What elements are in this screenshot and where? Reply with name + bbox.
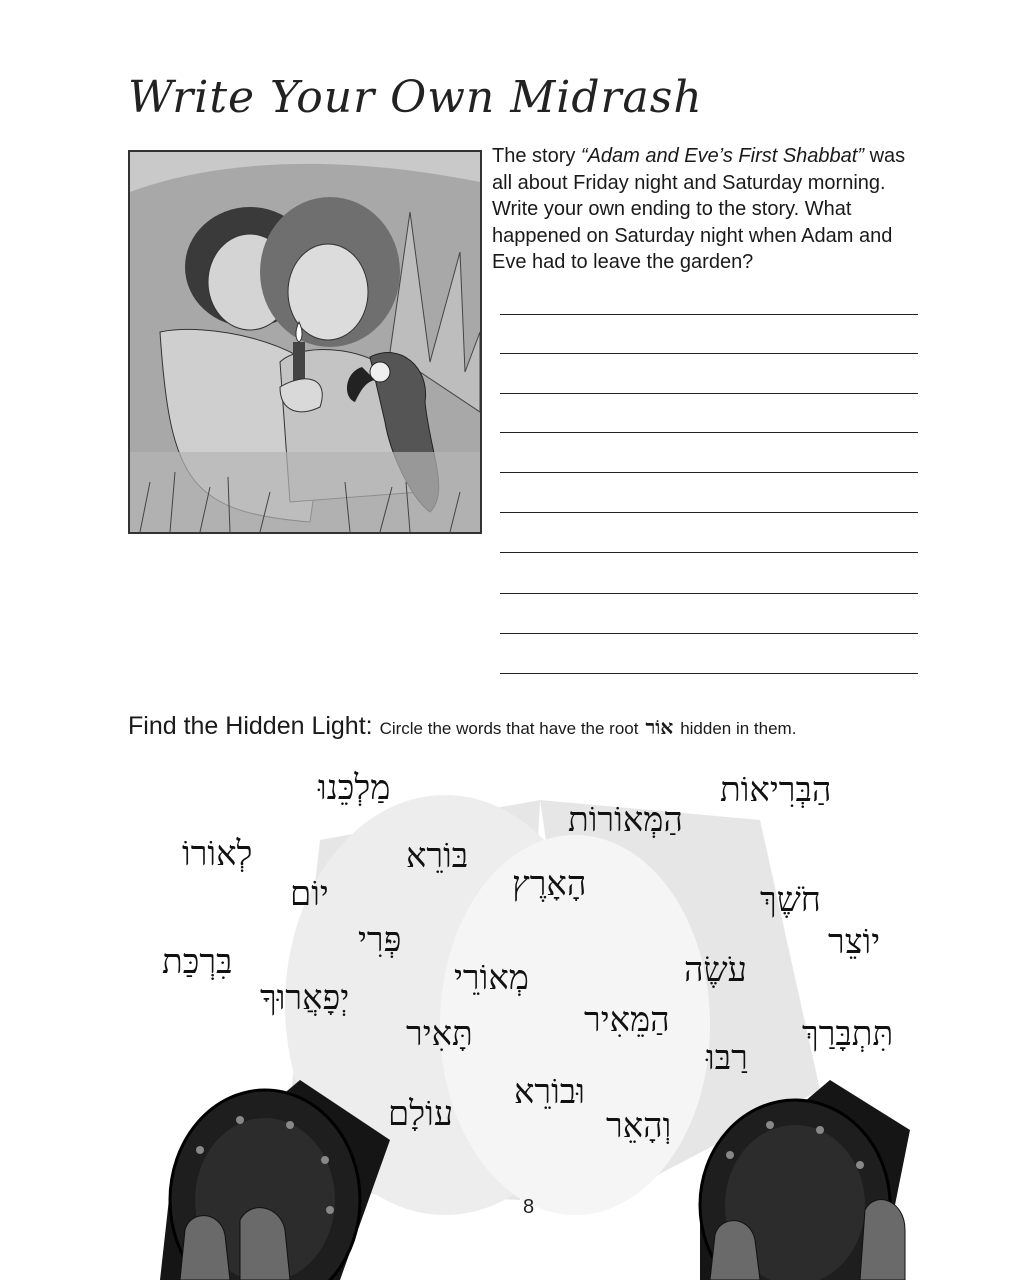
adam-and-eve-illustration	[128, 150, 482, 534]
page-title: Write Your Own Midrash	[128, 72, 703, 123]
story-title: “Adam and Eve’s First Shabbat”	[580, 145, 865, 167]
hidden-light-heading	[128, 712, 796, 741]
hebrew-word[interactable]: יְפָאֲרוּךָ	[260, 978, 350, 1018]
hebrew-word[interactable]: יוֹצֵר	[828, 922, 881, 962]
answer-line[interactable]	[500, 314, 918, 315]
instruction-before: Circle the words that have the root	[379, 719, 639, 738]
hebrew-word[interactable]: לְאוֹרוֹ	[182, 834, 253, 874]
hebrew-word[interactable]: פְּרִי	[358, 920, 402, 960]
answer-line[interactable]	[500, 512, 918, 513]
hebrew-word[interactable]: וּבוֹרֵא	[514, 1072, 585, 1112]
answer-line[interactable]	[500, 673, 918, 674]
hebrew-word[interactable]: הַבְּרִיאוֹת	[720, 770, 832, 810]
answer-line[interactable]	[500, 552, 918, 553]
hebrew-word[interactable]: עֹשֶׂה	[684, 950, 747, 990]
answer-line[interactable]	[500, 432, 918, 433]
prompt-text-before: The story	[492, 145, 581, 167]
hebrew-word[interactable]: הַמְּאוֹרוֹת	[568, 800, 683, 840]
answer-line[interactable]	[500, 472, 918, 473]
hebrew-word[interactable]: תָּאִיר	[406, 1014, 473, 1054]
hebrew-word[interactable]: הָאָרֶץ	[512, 864, 587, 904]
hebrew-word[interactable]: מַלְכֵּנוּ	[318, 768, 391, 808]
hebrew-word[interactable]: וְהָאֵר	[606, 1106, 672, 1146]
hebrew-word[interactable]: עוֹלָם	[388, 1094, 454, 1134]
prompt-text-after: was all about Friday night and Saturday morning. Write your own ending to the story. What happened on Saturday night when Adam and Eve had to leave the garden?	[492, 145, 906, 273]
hebrew-word[interactable]: יוֹם	[290, 874, 329, 914]
answer-line[interactable]	[500, 633, 918, 634]
hebrew-word[interactable]: חֹשֶׁךְ	[760, 880, 821, 920]
illustration-drawing	[130, 152, 480, 532]
hebrew-word[interactable]: רַבּוּ	[706, 1038, 748, 1078]
story-prompt	[492, 143, 922, 276]
hebrew-word[interactable]: הַמֵּאִיר	[584, 1000, 670, 1040]
hebrew-word[interactable]: תִּתְבָּרַךְ	[802, 1014, 894, 1054]
page-number: 8	[523, 1196, 535, 1218]
hebrew-word[interactable]: מְאוֹרֵי	[454, 958, 529, 998]
root-word: אוֹר	[645, 715, 674, 739]
hidden-light-title: Find the Hidden Light:	[128, 712, 373, 740]
hebrew-word[interactable]: בּוֹרֵא	[406, 836, 469, 876]
answer-line[interactable]	[500, 353, 918, 354]
instruction-after: hidden in them.	[680, 719, 797, 738]
answer-line[interactable]	[500, 393, 918, 394]
answer-line[interactable]	[500, 593, 918, 594]
hebrew-word[interactable]: בִּרְכַּת	[162, 942, 233, 982]
